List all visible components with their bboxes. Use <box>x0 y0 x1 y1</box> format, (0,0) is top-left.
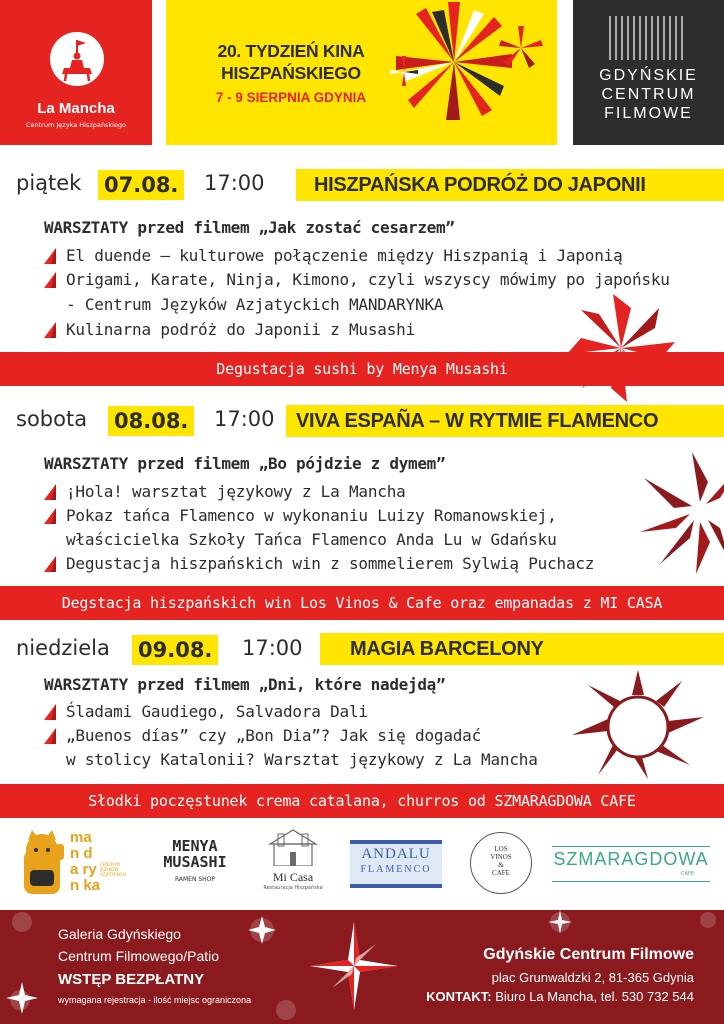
day2-item-2-cont: właścicielka Szkoły Tańca Flamenco Anda Lu w Gdańsku <box>66 530 557 549</box>
day3-date: 09.08. <box>132 635 218 665</box>
day3-item-1: Śladami Gaudiego, Salvadora Dali <box>66 702 368 721</box>
mi-casa-logo <box>258 826 328 902</box>
church-icon <box>266 826 320 866</box>
film-lines-icon <box>598 14 698 62</box>
knight-icon <box>50 32 104 86</box>
day2-date: 08.08. <box>108 406 194 436</box>
logo-name: La Mancha <box>37 100 115 117</box>
losvinos-line1: LOS <box>494 845 508 853</box>
free-entry: WSTĘP BEZPŁATNY <box>58 971 205 988</box>
menya-line2: MUSASHI <box>163 853 227 871</box>
menya-musashi-logo <box>150 838 240 898</box>
gcf-line1: GDYŃSKIE <box>599 67 698 84</box>
mandarynka-logo <box>14 826 127 902</box>
festival-title-line1: 20. TYDZIEŃ KINA <box>217 41 365 61</box>
bullet-icon <box>44 704 58 720</box>
contact-label: KONTAKT: <box>426 989 492 1004</box>
day2-workshop-heading: WARSZTATY przed filmem „Bo pójdzie z dymem” <box>44 454 446 473</box>
day2-item-2: Pokaz tańca Flamenco w wykonaniu Luizy Romanowskiej, <box>66 506 557 525</box>
micasa-sub: Restauracja Hiszpańska <box>263 885 323 891</box>
festival-title <box>196 40 386 84</box>
bullet-icon <box>44 556 58 572</box>
losvinos-line4: CAFE <box>492 869 510 877</box>
bullet-icon <box>44 322 58 338</box>
day2-time: 17:00 <box>214 407 275 431</box>
registration-note: wymagana rejestracja - ilość miejsc ograniczona <box>58 995 252 1005</box>
bullet-icon <box>44 484 58 500</box>
day1-label: piątek <box>16 171 82 195</box>
pinwheel-decoration-icon <box>386 0 557 145</box>
bullet-icon <box>44 272 58 288</box>
contact-value: Biuro La Mancha, tel. 530 732 544 <box>495 989 694 1004</box>
losvinos-line2: VINOS <box>490 853 512 861</box>
day1-workshop-heading: WARSZTATY przed filmem „Jak zostać cesarzem” <box>44 218 455 237</box>
day2-film-title: VIVA ESPAÑA – W RYTMIE FLAMENCO <box>296 410 659 432</box>
mandarynka-name: man da ryn ka <box>70 829 101 894</box>
day1-film-title: HISZPAŃSKA PODRÓŻ DO JAPONII <box>314 174 646 196</box>
menya-sub: RAMEN SHOP <box>174 876 216 883</box>
day2-item-1: ¡Hola! warsztat językowy z La Mancha <box>66 482 406 501</box>
andalu-name: ANDALU <box>361 846 431 862</box>
sun-icon <box>568 670 708 780</box>
day1-item-2: Origami, Karate, Ninja, Kimono, czyli wszyscy mówimy po japońsku <box>66 270 670 289</box>
contact-line <box>426 989 694 1004</box>
szmaragdowa-sub: CAFE <box>681 871 694 877</box>
day1-item-1: El duende – kulturowe połączenie między Hiszpanią i Japonią <box>66 246 623 265</box>
micasa-name: Mi Casa <box>272 870 314 884</box>
festival-dates: 7 - 9 SIERPNIA GDYNIA <box>215 90 367 105</box>
day2-item-3: Degustacja hiszpańskich win z sommelierem Sylwią Puchacz <box>66 554 595 573</box>
la-mancha-logo <box>0 0 152 145</box>
day3-film-title: MAGIA BARCELONY <box>350 638 544 660</box>
day3-item-2-cont: w stolicy Katalonii? Warsztat językowy z La Mancha <box>66 750 538 769</box>
losvinos-line3: & <box>498 861 504 869</box>
menya-line1: MENYA <box>172 837 218 855</box>
day1-item-2-cont: - Centrum Języków Azjatyckich MANDARYNKA <box>66 295 444 314</box>
day3-tasting-bar: Słodki poczęstunek crema catalana, churros od SZMARAGDOWA CAFE <box>0 784 724 818</box>
bullet-icon <box>44 248 58 264</box>
day3-workshop-heading: WARSZTATY przed filmem „Dni, które nadejdą” <box>44 675 446 694</box>
los-vinos-logo <box>470 832 532 894</box>
org-address: plac Grunwaldzki 2, 81-365 Gdynia <box>491 970 694 985</box>
org-name: Gdyńskie Centrum Filmowe <box>483 946 694 963</box>
sunburst-icon <box>636 448 724 578</box>
gcf-name <box>573 66 724 123</box>
day3-item-2: „Buenos días” czy „Bon Dia”? Jak się dogadać <box>66 726 482 745</box>
day1-time: 17:00 <box>204 171 265 195</box>
gcf-line2: CENTRUM <box>601 86 696 103</box>
mandarynka-sub: CENTRUM JĘZYKÓW AZJATYCKICH <box>100 862 127 877</box>
szmaragdowa-logo <box>552 846 710 882</box>
festival-title-line2: HISZPAŃSKIEGO <box>221 63 361 83</box>
bullet-icon <box>44 728 58 744</box>
andalu-sub: FLAMENCO <box>360 864 432 875</box>
szmaragdowa-name: SZMARAGDOWA <box>553 849 709 869</box>
venue-line1: Galeria Gdyńskiego <box>58 926 181 942</box>
andalu-flamenco-logo <box>350 840 442 888</box>
bullet-icon <box>44 508 58 524</box>
day3-time: 17:00 <box>242 636 303 660</box>
gcf-line3: FILMOWE <box>604 105 693 122</box>
day1-item-3: Kulinarna podróż do Japonii z Musashi <box>66 320 416 339</box>
day3-label: niedziela <box>16 636 110 660</box>
day1-date: 07.08. <box>98 170 184 200</box>
pinwheel-icon <box>565 292 677 404</box>
lucky-cat-icon <box>18 830 66 898</box>
day1-tasting-bar: Degustacja sushi by Menya Musashi <box>0 352 724 386</box>
logo-subtitle: Centrum Języka Hiszpańskiego <box>25 121 127 129</box>
day2-label: sobota <box>16 407 88 431</box>
day2-tasting-bar: Degstacja hiszpańskich win Los Vinos & Cafe oraz empanadas z MI CASA <box>0 586 724 620</box>
venue-line2: Centrum Filmowego/Patio <box>58 948 220 964</box>
